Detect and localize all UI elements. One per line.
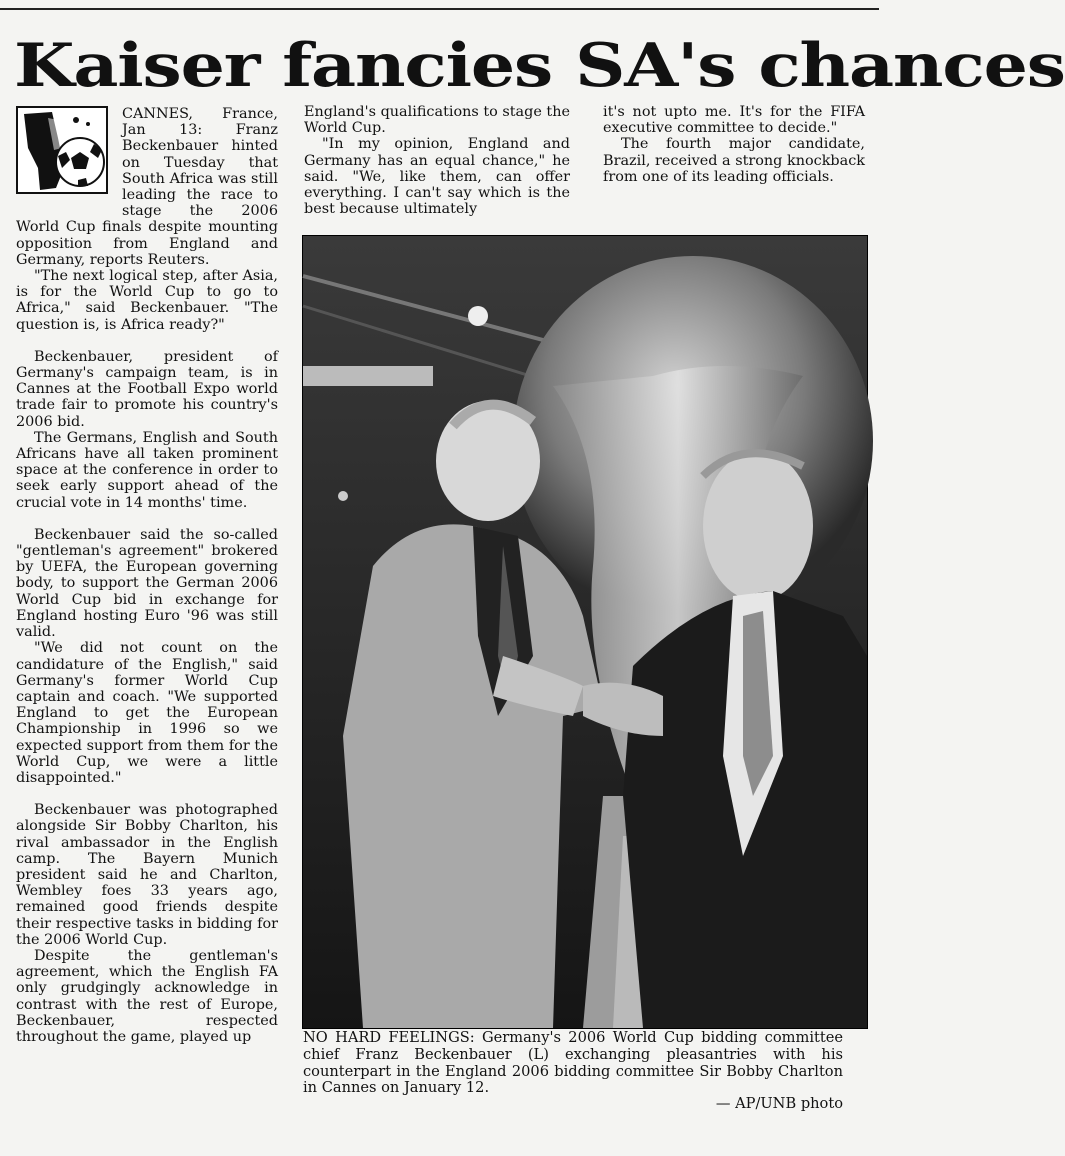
paragraph: Beckenbauer was photographed alongside Sir Bobby Charlton, his rival ambassador in the English camp. The Bayern Munich president said he and Charlton, Wembley foes 33 years ago, remained good friends despite their respective tasks in bidding for the 2006 World Cup. [16,802,278,948]
paragraph: England's qualifications to stage the World Cup. [304,104,570,137]
paragraph: CANNES, France, Jan 13: Franz Beckenbauer hinted on Tuesday that South Africa was still leading the race to stage the 2006 World Cup finals despite mounting opposition from England and Germany, reports Reuters. [16,106,278,268]
paragraph: "We did not count on the candidature of the English," said Germany's former World Cup captain and coach. "We supported England to get the European Championship in 1996 so we expected support from them for the World Cup, we were a little disappointed." [16,640,278,786]
article-column-1 [16,106,278,1045]
press-photo-image [302,235,868,1029]
top-rule [0,8,879,10]
paragraph: Despite the gentleman's agreement, which the English FA only grudgingly acknowledge in contrast with the rest of Europe, Beckenbauer, respected throughout the game, played up [16,947,278,1045]
headline: Kaiser fancies SA's chances [14,31,1065,101]
article-column-2 [304,104,570,217]
paragraph: The fourth major candidate, Brazil, received a strong knockback from one of its leading officials. [603,136,865,185]
paragraph: Beckenbauer said the so-called "gentleman's agreement" brokered by UEFA, the European governing body, to support the German 2006 World Cup bid in exchange for England hosting Euro '96 was still valid. [16,526,278,641]
paragraph: "The next logical step, after Asia, is for the World Cup to go to Africa," said Beckenbauer. "The question is, is Africa ready?" [16,268,278,333]
photo-caption [303,1030,843,1113]
article-column-3 [603,104,865,185]
photo-credit: — AP/UNB photo [715,1095,843,1113]
paragraph: it's not upto me. It's for the FIFA executive committee to decide." [603,104,865,137]
paragraph: "In my opinion, England and Germany has an equal chance," he said. "We, like them, can offer everything. I can't say which is the best because ultimately [304,136,570,218]
paragraph: The Germans, English and South Africans have all taken prominent space at the conference in order to seek early support ahead of the crucial vote in 14 months' time. [16,429,278,511]
paragraph: Beckenbauer, president of Germany's campaign team, is in Cannes at the Football Expo world trade fair to promote his country's 2006 bid. [16,348,278,430]
caption-text: NO HARD FEELINGS: Germany's 2006 World Cup bidding committee chief Franz Beckenbauer (L) exchanging pleasantries with his counterpart in the England 2006 bidding committee Sir Bobby Charlton in Cannes on January 12. [303,1029,843,1097]
